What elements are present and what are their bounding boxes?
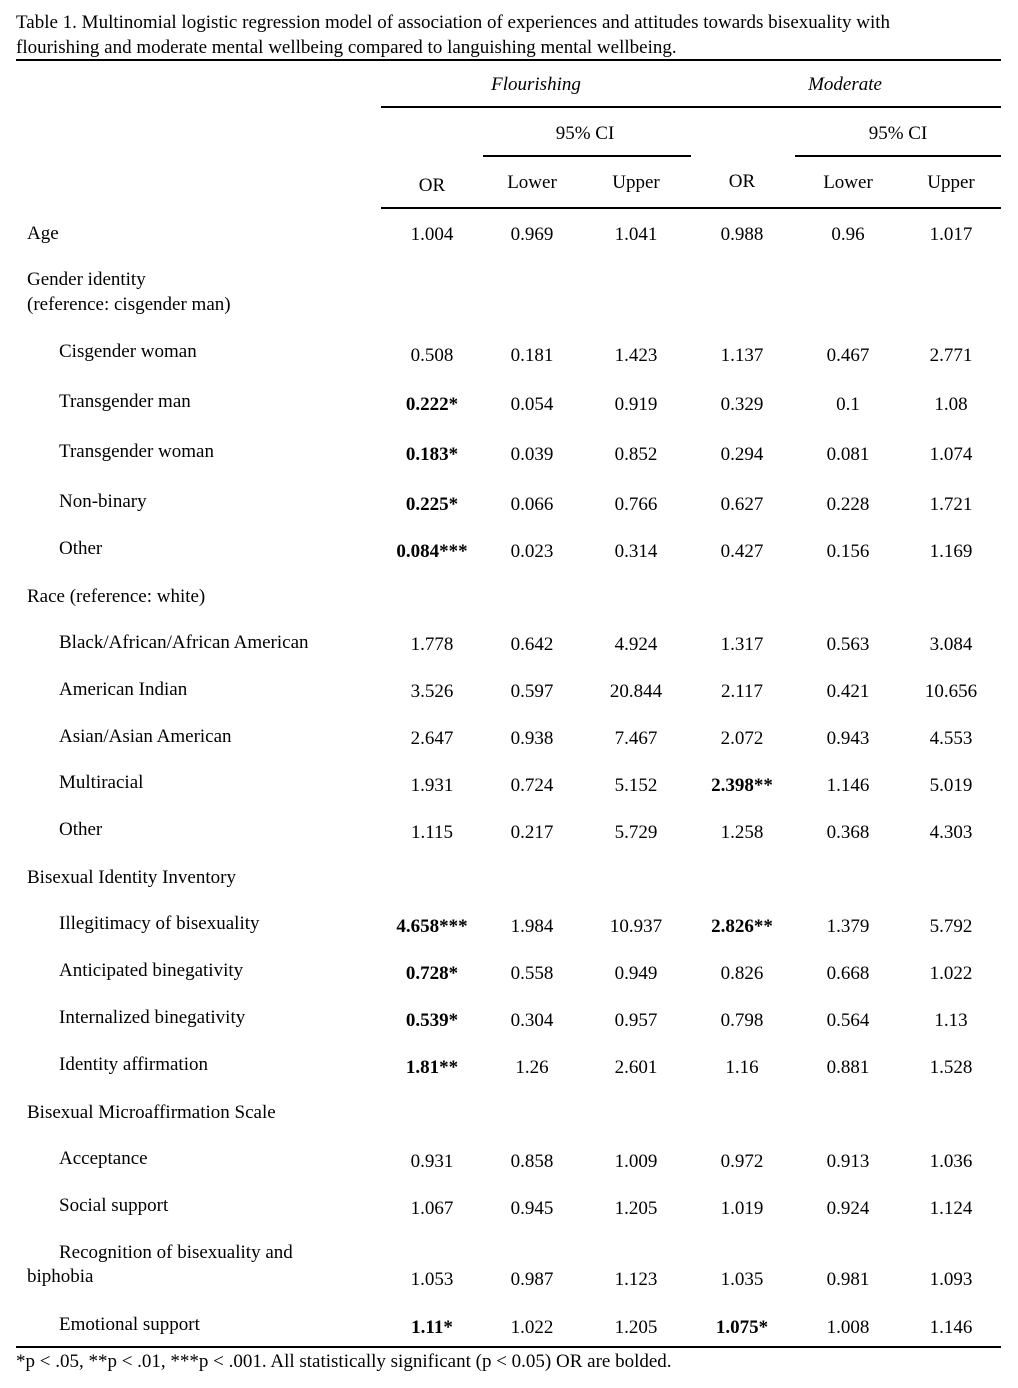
table-row-17-upper-flourishing: 1.205 bbox=[614, 1317, 658, 1338]
header-moderate: Moderate bbox=[808, 74, 882, 95]
header-upper-moderate: Upper bbox=[927, 172, 975, 193]
row-label: Emotional support bbox=[59, 1314, 200, 1335]
table-row-17-lower-flourishing: 1.022 bbox=[510, 1317, 554, 1338]
table-row-0-lower-flourishing: 0.181 bbox=[510, 345, 554, 366]
table-row-6-lower-flourishing: 0.597 bbox=[510, 681, 554, 702]
row-label: Asian/Asian American bbox=[59, 726, 232, 747]
table-row-17-or-flourishing: 1.11* bbox=[411, 1317, 453, 1338]
table-row-4-or-flourishing: 0.084*** bbox=[396, 541, 468, 562]
age-or-moderate: 0.988 bbox=[720, 224, 764, 245]
table-row-9-lower-moderate: 0.368 bbox=[826, 822, 870, 843]
row-label: Illegitimacy of bisexuality bbox=[59, 913, 260, 934]
table-row-12-upper-flourishing: 0.957 bbox=[614, 1010, 658, 1031]
age-upper-flourishing: 1.041 bbox=[614, 224, 658, 245]
header-ci-flourishing: 95% CI bbox=[555, 123, 615, 144]
table-row-16-or-flourishing: 1.053 bbox=[410, 1269, 454, 1290]
table-row-10-lower-flourishing: 1.984 bbox=[510, 916, 554, 937]
table-row-12-lower-moderate: 0.564 bbox=[826, 1010, 870, 1031]
table-row-4-upper-flourishing: 0.314 bbox=[614, 541, 658, 562]
row-label: Non-binary bbox=[59, 491, 147, 512]
table-row-13-upper-flourishing: 2.601 bbox=[614, 1057, 658, 1078]
table-row-6-upper-flourishing: 20.844 bbox=[609, 681, 663, 702]
row-label: Other bbox=[59, 819, 103, 840]
table-row-14-lower-moderate: 0.913 bbox=[826, 1151, 870, 1172]
header-ci-moderate: 95% CI bbox=[868, 123, 928, 144]
table-row-9-or-flourishing: 1.115 bbox=[410, 822, 454, 843]
table-row-7-or-moderate: 2.072 bbox=[720, 728, 764, 749]
table-row-1-or-flourishing: 0.222* bbox=[405, 394, 459, 415]
table-row-15-or-moderate: 1.019 bbox=[720, 1198, 764, 1219]
table-row-6-or-flourishing: 3.526 bbox=[410, 681, 454, 702]
table-row-11-upper-flourishing: 0.949 bbox=[614, 963, 658, 984]
table-row-13-or-flourishing: 1.81** bbox=[405, 1057, 459, 1078]
row-label: Internalized binegativity bbox=[59, 1007, 246, 1028]
table-row-13-or-moderate: 1.16 bbox=[725, 1057, 759, 1078]
table-row-10-upper-moderate: 5.792 bbox=[929, 916, 973, 937]
table-row-15-lower-moderate: 0.924 bbox=[826, 1198, 870, 1219]
table-row-9-or-moderate: 1.258 bbox=[720, 822, 764, 843]
caption-line-2: flourishing and moderate mental wellbeing compared to languishing mental wellbeing. bbox=[16, 37, 677, 58]
ci-rule-moderate bbox=[795, 155, 1001, 157]
table-row-14-or-flourishing: 0.931 bbox=[410, 1151, 454, 1172]
group-rule bbox=[381, 106, 1001, 108]
table-row-3-lower-flourishing: 0.066 bbox=[510, 494, 554, 515]
table-row-11-or-flourishing: 0.728* bbox=[405, 963, 459, 984]
row-label-age: Age bbox=[27, 223, 59, 244]
table-row-13-upper-moderate: 1.528 bbox=[929, 1057, 973, 1078]
row-label: Transgender woman bbox=[59, 441, 214, 462]
table-row-8-or-flourishing: 1.931 bbox=[410, 775, 454, 796]
table-row-4-or-moderate: 0.427 bbox=[720, 541, 764, 562]
table-row-5-or-moderate: 1.317 bbox=[720, 634, 764, 655]
table-row-9-lower-flourishing: 0.217 bbox=[510, 822, 554, 843]
row-label: Social support bbox=[59, 1195, 169, 1216]
header-lower-moderate: Lower bbox=[823, 172, 873, 193]
table-row-10-lower-moderate: 1.379 bbox=[826, 916, 870, 937]
table-row-8-lower-moderate: 1.146 bbox=[826, 775, 870, 796]
row-label-continued: biphobia bbox=[27, 1266, 94, 1287]
table-row-2-upper-flourishing: 0.852 bbox=[614, 444, 658, 465]
top-rule bbox=[16, 59, 1001, 61]
table-row-14-upper-flourishing: 1.009 bbox=[614, 1151, 658, 1172]
bottom-rule bbox=[16, 1346, 1001, 1348]
age-lower-moderate: 0.96 bbox=[831, 224, 865, 245]
table-row-15-upper-flourishing: 1.205 bbox=[614, 1198, 658, 1219]
table-row-17-lower-moderate: 1.008 bbox=[826, 1317, 870, 1338]
group-race: Race (reference: white) bbox=[27, 586, 206, 607]
table-row-9-upper-moderate: 4.303 bbox=[929, 822, 973, 843]
table-row-6-upper-moderate: 10.656 bbox=[924, 681, 978, 702]
header-or-moderate: OR bbox=[728, 171, 756, 192]
table-row-2-or-moderate: 0.294 bbox=[720, 444, 764, 465]
table-row-1-lower-flourishing: 0.054 bbox=[510, 394, 554, 415]
table-row-14-upper-moderate: 1.036 bbox=[929, 1151, 973, 1172]
group-gender-line-1: Gender identity bbox=[27, 269, 146, 290]
header-flourishing: Flourishing bbox=[491, 74, 581, 95]
group-gender-line-2: (reference: cisgender man) bbox=[27, 294, 231, 315]
table-row-5-or-flourishing: 1.778 bbox=[410, 634, 454, 655]
table-row-17-upper-moderate: 1.146 bbox=[929, 1317, 973, 1338]
table-row-1-upper-flourishing: 0.919 bbox=[614, 394, 658, 415]
ci-rule-flourishing bbox=[483, 155, 691, 157]
table-row-7-or-flourishing: 2.647 bbox=[410, 728, 454, 749]
row-label: Identity affirmation bbox=[59, 1054, 208, 1075]
table-row-13-lower-flourishing: 1.26 bbox=[515, 1057, 549, 1078]
table-row-5-upper-flourishing: 4.924 bbox=[614, 634, 658, 655]
table-row-7-lower-moderate: 0.943 bbox=[826, 728, 870, 749]
table-row-0-or-moderate: 1.137 bbox=[720, 345, 764, 366]
age-or-flourishing: 1.004 bbox=[410, 224, 454, 245]
table-row-16-lower-moderate: 0.981 bbox=[826, 1269, 870, 1290]
table-row-3-or-moderate: 0.627 bbox=[720, 494, 764, 515]
table-row-11-lower-flourishing: 0.558 bbox=[510, 963, 554, 984]
table-row-16-upper-flourishing: 1.123 bbox=[614, 1269, 658, 1290]
table-row-15-or-flourishing: 1.067 bbox=[410, 1198, 454, 1219]
row-label: Transgender man bbox=[59, 391, 191, 412]
table-row-5-lower-flourishing: 0.642 bbox=[510, 634, 554, 655]
row-label: Recognition of bisexuality and bbox=[59, 1242, 293, 1263]
table-row-3-or-flourishing: 0.225* bbox=[405, 494, 459, 515]
table-row-12-upper-moderate: 1.13 bbox=[934, 1010, 968, 1031]
table-row-11-upper-moderate: 1.022 bbox=[929, 963, 973, 984]
table-row-3-upper-flourishing: 0.766 bbox=[614, 494, 658, 515]
table-row-10-or-moderate: 2.826** bbox=[711, 916, 773, 937]
table-row-10-or-flourishing: 4.658*** bbox=[396, 916, 468, 937]
table-row-15-lower-flourishing: 0.945 bbox=[510, 1198, 554, 1219]
table-row-0-or-flourishing: 0.508 bbox=[410, 345, 454, 366]
group-gender-identity bbox=[27, 267, 231, 317]
row-label: Anticipated binegativity bbox=[59, 960, 244, 981]
table-row-5-lower-moderate: 0.563 bbox=[826, 634, 870, 655]
header-rule bbox=[381, 207, 1001, 209]
table-row-16-upper-moderate: 1.093 bbox=[929, 1269, 973, 1290]
table-row-14-or-moderate: 0.972 bbox=[720, 1151, 764, 1172]
table-row-2-lower-moderate: 0.081 bbox=[826, 444, 870, 465]
table-row-1-or-moderate: 0.329 bbox=[720, 394, 764, 415]
table-row-4-lower-flourishing: 0.023 bbox=[510, 541, 554, 562]
group-bisexual-microaffirmation-scale: Bisexual Microaffirmation Scale bbox=[27, 1102, 276, 1123]
table-row-8-lower-flourishing: 0.724 bbox=[510, 775, 554, 796]
group-bisexual-identity-inventory: Bisexual Identity Inventory bbox=[27, 867, 236, 888]
row-label: Other bbox=[59, 538, 103, 559]
table-row-16-or-moderate: 1.035 bbox=[720, 1269, 764, 1290]
table-row-14-lower-flourishing: 0.858 bbox=[510, 1151, 554, 1172]
table-row-6-lower-moderate: 0.421 bbox=[826, 681, 870, 702]
table-row-10-upper-flourishing: 10.937 bbox=[609, 916, 663, 937]
table-row-12-lower-flourishing: 0.304 bbox=[510, 1010, 554, 1031]
table-row-8-or-moderate: 2.398** bbox=[711, 775, 773, 796]
table-row-1-lower-moderate: 0.1 bbox=[836, 394, 860, 415]
row-label: Acceptance bbox=[59, 1148, 148, 1169]
table-row-2-or-flourishing: 0.183* bbox=[405, 444, 459, 465]
age-lower-flourishing: 0.969 bbox=[510, 224, 554, 245]
table-row-4-lower-moderate: 0.156 bbox=[826, 541, 870, 562]
table-row-3-upper-moderate: 1.721 bbox=[929, 494, 973, 515]
table-row-7-lower-flourishing: 0.938 bbox=[510, 728, 554, 749]
table-row-0-lower-moderate: 0.467 bbox=[826, 345, 870, 366]
table-footnote: *p < .05, **p < .01, ***p < .001. All statistically significant (p < 0.05) OR are bolded. bbox=[16, 1351, 672, 1372]
table-row-2-lower-flourishing: 0.039 bbox=[510, 444, 554, 465]
table-row-8-upper-flourishing: 5.152 bbox=[614, 775, 658, 796]
header-lower-flourishing: Lower bbox=[507, 172, 557, 193]
table-row-0-upper-moderate: 2.771 bbox=[929, 345, 973, 366]
table-row-13-lower-moderate: 0.881 bbox=[826, 1057, 870, 1078]
table-row-6-or-moderate: 2.117 bbox=[720, 681, 764, 702]
table-row-3-lower-moderate: 0.228 bbox=[826, 494, 870, 515]
table-row-12-or-flourishing: 0.539* bbox=[405, 1010, 459, 1031]
table-row-0-upper-flourishing: 1.423 bbox=[614, 345, 658, 366]
row-label: Black/African/African American bbox=[59, 632, 309, 653]
row-label: Multiracial bbox=[59, 772, 144, 793]
table-row-9-upper-flourishing: 5.729 bbox=[614, 822, 658, 843]
table-caption bbox=[16, 10, 1006, 60]
table-row-11-or-moderate: 0.826 bbox=[720, 963, 764, 984]
age-upper-moderate: 1.017 bbox=[929, 224, 973, 245]
table-row-17-or-moderate: 1.075* bbox=[715, 1317, 769, 1338]
table-row-5-upper-moderate: 3.084 bbox=[929, 634, 973, 655]
row-label: American Indian bbox=[59, 679, 188, 700]
table-row-7-upper-moderate: 4.553 bbox=[929, 728, 973, 749]
header-or-flourishing: OR bbox=[418, 175, 446, 196]
table-row-12-or-moderate: 0.798 bbox=[720, 1010, 764, 1031]
table-row-4-upper-moderate: 1.169 bbox=[929, 541, 973, 562]
caption-line-1: Table 1. Multinomial logistic regression model of association of experiences and attitudes towards bisexuality with bbox=[16, 12, 891, 33]
table-row-7-upper-flourishing: 7.467 bbox=[614, 728, 658, 749]
table-row-2-upper-moderate: 1.074 bbox=[929, 444, 973, 465]
table-row-16-lower-flourishing: 0.987 bbox=[510, 1269, 554, 1290]
row-label: Cisgender woman bbox=[59, 341, 197, 362]
table-row-11-lower-moderate: 0.668 bbox=[826, 963, 870, 984]
table-row-8-upper-moderate: 5.019 bbox=[929, 775, 973, 796]
table-row-1-upper-moderate: 1.08 bbox=[934, 394, 968, 415]
table-row-15-upper-moderate: 1.124 bbox=[929, 1198, 973, 1219]
header-upper-flourishing: Upper bbox=[612, 172, 660, 193]
